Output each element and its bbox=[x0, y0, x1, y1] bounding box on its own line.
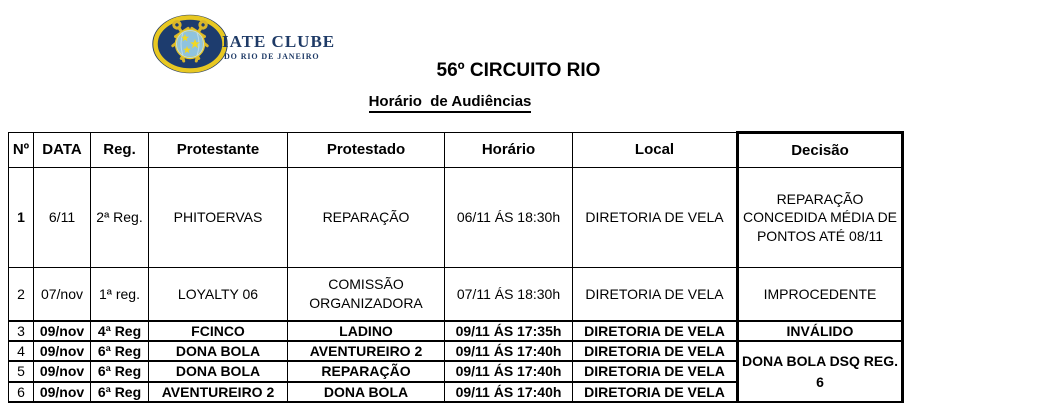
cell-num: 1 bbox=[9, 168, 34, 268]
cell-decisao: INVÁLIDO bbox=[738, 321, 903, 341]
cell-data: 09/nov bbox=[34, 341, 91, 361]
cell-protestante: DONA BOLA bbox=[149, 341, 288, 361]
cell-data: 09/nov bbox=[34, 382, 91, 402]
cell-horario: 09/11 ÁS 17:40h bbox=[445, 382, 573, 402]
schedule-subtitle: Horário de Audiências bbox=[369, 93, 532, 113]
cell-horario: 06/11 ÁS 18:30h bbox=[445, 168, 573, 268]
cell-data: 07/nov bbox=[34, 268, 91, 321]
cell-horario: 09/11 ÁS 17:40h bbox=[445, 361, 573, 381]
header-data: DATA bbox=[34, 133, 91, 168]
header-local: Local bbox=[573, 133, 738, 168]
table-row bbox=[9, 268, 903, 321]
cell-horario: 09/11 ÁS 17:40h bbox=[445, 341, 573, 361]
header-decisao: Decisão bbox=[738, 133, 903, 168]
cell-reg: 1ª reg. bbox=[91, 268, 149, 321]
cell-num: 5 bbox=[9, 361, 34, 381]
header-protestado: Protestado bbox=[288, 133, 445, 168]
cell-decisao: REPARAÇÃO CONCEDIDA MÉDIA DE PONTOS ATÉ 08/11 bbox=[738, 168, 903, 268]
table-row bbox=[9, 168, 903, 268]
header-horario: Horário bbox=[445, 133, 573, 168]
cell-decisao-merged: DONA BOLA DSQ REG. 6 bbox=[738, 341, 903, 402]
schedule-subtitle-wrap bbox=[0, 93, 900, 113]
cell-protestado: REPARAÇÃO bbox=[288, 168, 445, 268]
header-protestante: Protestante bbox=[149, 133, 288, 168]
cell-data: 09/nov bbox=[34, 361, 91, 381]
cell-reg: 4ª Reg bbox=[91, 321, 149, 341]
cell-reg: 6ª Reg bbox=[91, 361, 149, 381]
cell-data: 6/11 bbox=[34, 168, 91, 268]
cell-protestante: FCINCO bbox=[149, 321, 288, 341]
cell-num: 2 bbox=[9, 268, 34, 321]
cell-horario: 09/11 ÁS 17:35h bbox=[445, 321, 573, 341]
cell-reg: 6ª Reg bbox=[91, 341, 149, 361]
hearings-table bbox=[8, 131, 904, 403]
cell-local: DIRETORIA DE VELA bbox=[573, 321, 738, 341]
cell-protestado: DONA BOLA bbox=[288, 382, 445, 402]
table-header-row bbox=[9, 133, 903, 168]
club-subtitle: DO RIO DE JANEIRO bbox=[224, 52, 320, 61]
cell-local: DIRETORIA DE VELA bbox=[573, 341, 738, 361]
cell-local: DIRETORIA DE VELA bbox=[573, 268, 738, 321]
club-name: IATE CLUBE bbox=[222, 32, 336, 51]
header-reg: Reg. bbox=[91, 133, 149, 168]
cell-protestante: AVENTUREIRO 2 bbox=[149, 382, 288, 402]
header-num: Nº bbox=[9, 133, 34, 168]
cell-protestado: COMISSÃO ORGANIZADORA bbox=[288, 268, 445, 321]
cell-protestante: DONA BOLA bbox=[149, 361, 288, 381]
cell-horario: 07/11 ÁS 18:30h bbox=[445, 268, 573, 321]
cell-local: DIRETORIA DE VELA bbox=[573, 168, 738, 268]
cell-decisao: IMPROCEDENTE bbox=[738, 268, 903, 321]
table-row bbox=[9, 341, 903, 361]
cell-local: DIRETORIA DE VELA bbox=[573, 382, 738, 402]
cell-protestado: REPARAÇÃO bbox=[288, 361, 445, 381]
table-row bbox=[9, 321, 903, 341]
cell-num: 4 bbox=[9, 341, 34, 361]
cell-protestante: PHITOERVAS bbox=[149, 168, 288, 268]
club-wordmark bbox=[222, 33, 335, 61]
cell-local: DIRETORIA DE VELA bbox=[573, 361, 738, 381]
cell-protestante: LOYALTY 06 bbox=[149, 268, 288, 321]
cell-num: 6 bbox=[9, 382, 34, 402]
cell-num: 3 bbox=[9, 321, 34, 341]
cell-protestado: LADINO bbox=[288, 321, 445, 341]
cell-data: 09/nov bbox=[34, 321, 91, 341]
event-title: 56º CIRCUITO RIO bbox=[436, 60, 601, 81]
cell-protestado: AVENTUREIRO 2 bbox=[288, 341, 445, 361]
cell-reg: 2ª Reg. bbox=[91, 168, 149, 268]
cell-reg: 6ª Reg bbox=[91, 382, 149, 402]
